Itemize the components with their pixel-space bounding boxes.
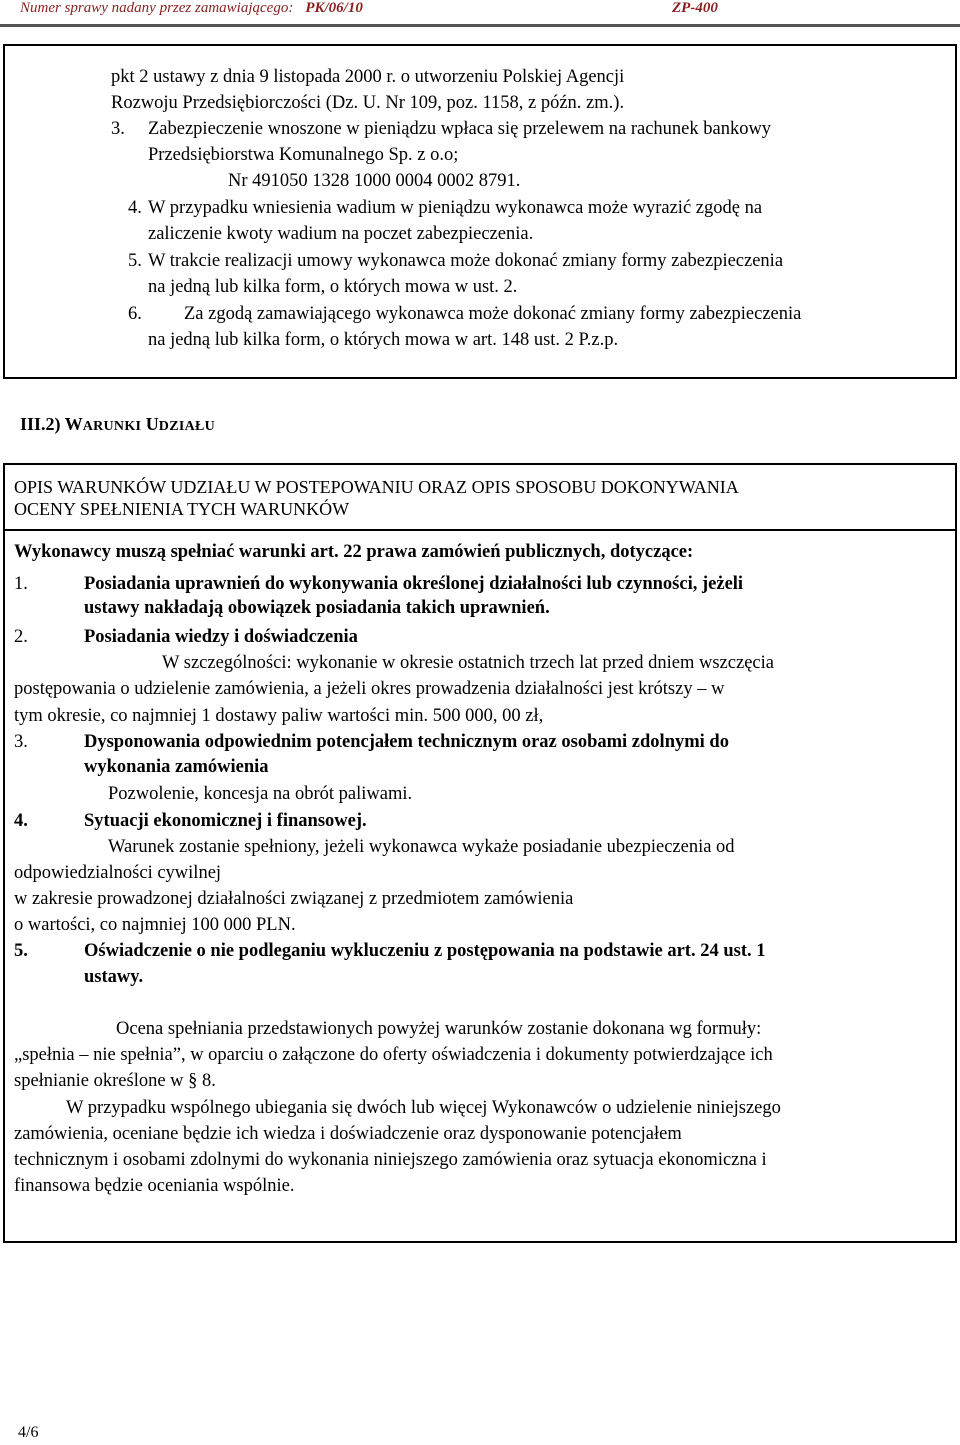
- joint-bid-text: finansowa będzie oceniania wspólnie.: [14, 1176, 295, 1196]
- bank-account-number: Nr 491050 1328 1000 0004 0002 8791.: [228, 171, 521, 191]
- item-text: Za zgodą zamawiającego wykonawca może dokonać zmiany formy zabezpieczenia: [184, 304, 802, 324]
- condition-description: w zakresie prowadzonej działalności związanej z przedmiotem zamówienia: [14, 889, 574, 909]
- conditions-intro: Wykonawcy muszą spełniać warunki art. 22 prawa zamówień publicznych, dotyczące:: [14, 542, 694, 562]
- evaluation-text: „spełnia – nie spełnia”, w oparciu o załączone do oferty oświadczenia i dokumenty potwierdzające ich: [14, 1045, 773, 1065]
- condition-description: W szczególności: wykonanie w okresie ostatnich trzech lat przed dniem wszczęcia: [162, 653, 774, 673]
- condition-description: tym okresie, co najmniej 1 dostawy paliw wartości min. 500 000, 00 zł,: [14, 706, 544, 726]
- item-text: na jedną lub kilka form, o których mowa w art. 148 ust. 2 P.z.p.: [148, 330, 619, 350]
- condition-text: Oświadczenie o nie podleganiu wykluczeniu z postępowania na podstawie art. 24 ust. 1: [84, 941, 766, 961]
- page-header: [0, 0, 960, 22]
- joint-bid-text: technicznym i osobami zdolnymi do wykonania niniejszego zamówienia oraz sytuacja ekonomiczna i: [14, 1150, 767, 1170]
- condition-number: 2.: [14, 627, 28, 647]
- condition-number: 5.: [14, 941, 28, 961]
- item-number: 6.: [128, 304, 142, 324]
- joint-bid-text: zamówienia, oceniane będzie ich wiedza i doświadczenie oraz dysponowanie potencjałem: [14, 1124, 682, 1144]
- condition-text: Posiadania uprawnień do wykonywania określonej działalności lub czynności, jeżeli: [84, 574, 744, 594]
- condition-number: 4.: [14, 811, 28, 831]
- item-text: Przedsiębiorstwa Komunalnego Sp. z o.o;: [148, 145, 459, 165]
- item-text: zaliczenie kwoty wadium na poczet zabezpieczenia.: [148, 224, 534, 244]
- item-number: 3.: [111, 119, 125, 139]
- condition-description: o wartości, co najmniej 100 000 PLN.: [14, 915, 296, 935]
- case-number: PK/06/10: [305, 0, 363, 16]
- condition-text: ustawy.: [84, 967, 144, 987]
- item-text: W przypadku wniesienia wadium w pieniądzu wykonawca może wyrazić zgodę na: [148, 198, 763, 218]
- condition-text: Dysponowania odpowiednim potencjałem technicznym oraz osobami zdolnymi do: [84, 732, 729, 752]
- condition-text: ustawy nakładają obowiązek posiadania takich uprawnień.: [84, 598, 550, 618]
- joint-bid-text: W przypadku wspólnego ubiegania się dwóch lub więcej Wykonawców o udzielenie niniejszego: [66, 1098, 781, 1118]
- condition-description: odpowiedzialności cywilnej: [14, 863, 222, 883]
- item-number: 4.: [128, 198, 142, 218]
- evaluation-text: Ocena spełniania przedstawionych powyżej warunków zostanie dokonana wg formuły:: [116, 1019, 762, 1039]
- section-title: III.2) WARUNKI UDZIAŁU: [20, 414, 216, 434]
- document-code: ZP-400: [672, 0, 718, 16]
- evaluation-text: spełnianie określone w § 8.: [14, 1071, 216, 1091]
- header-divider: [0, 24, 960, 27]
- item-text: Zabezpieczenie wnoszone w pieniądzu wpłaca się przelewem na rachunek bankowy: [148, 119, 772, 139]
- item-text: na jedną lub kilka form, o których mowa w ust. 2.: [148, 277, 518, 297]
- condition-description: Pozwolenie, koncesja na obrót paliwami.: [108, 784, 413, 804]
- conditions-heading: OPIS WARUNKÓW UDZIAŁU W POSTEPOWANIU ORAZ OPIS SPOSOBU DOKONYWANIA: [14, 477, 739, 497]
- condition-number: 1.: [14, 574, 28, 594]
- condition-title: Posiadania wiedzy i doświadczenia: [84, 627, 358, 647]
- heading-divider: [3, 529, 957, 531]
- condition-number: 3.: [14, 732, 28, 752]
- case-number-label: Numer sprawy nadany przez zamawiającego: PK/06/10: [20, 0, 363, 16]
- condition-text: wykonania zamówienia: [84, 757, 269, 777]
- item-text: W trakcie realizacji umowy wykonawca może dokonać zmiany formy zabezpieczenia: [148, 251, 784, 271]
- item-number: 5.: [128, 251, 142, 271]
- condition-description: Warunek zostanie spełniony, jeżeli wykonawca wykaże posiadanie ubezpieczenia od: [108, 837, 735, 857]
- condition-title: Sytuacji ekonomicznej i finansowej.: [84, 811, 367, 831]
- text-line: Rozwoju Przedsiębiorczości (Dz. U. Nr 109, poz. 1158, z późn. zm.).: [111, 93, 625, 113]
- conditions-heading: OCENY SPEŁNIENIA TYCH WARUNKÓW: [14, 499, 350, 519]
- page-number: 4/6: [18, 1424, 39, 1441]
- text-line: pkt 2 ustawy z dnia 9 listopada 2000 r. o utworzeniu Polskiej Agencji: [111, 67, 625, 87]
- condition-description: postępowania o udzielenie zamówienia, a jeżeli okres prowadzenia działalności jest krótszy – w: [14, 679, 725, 699]
